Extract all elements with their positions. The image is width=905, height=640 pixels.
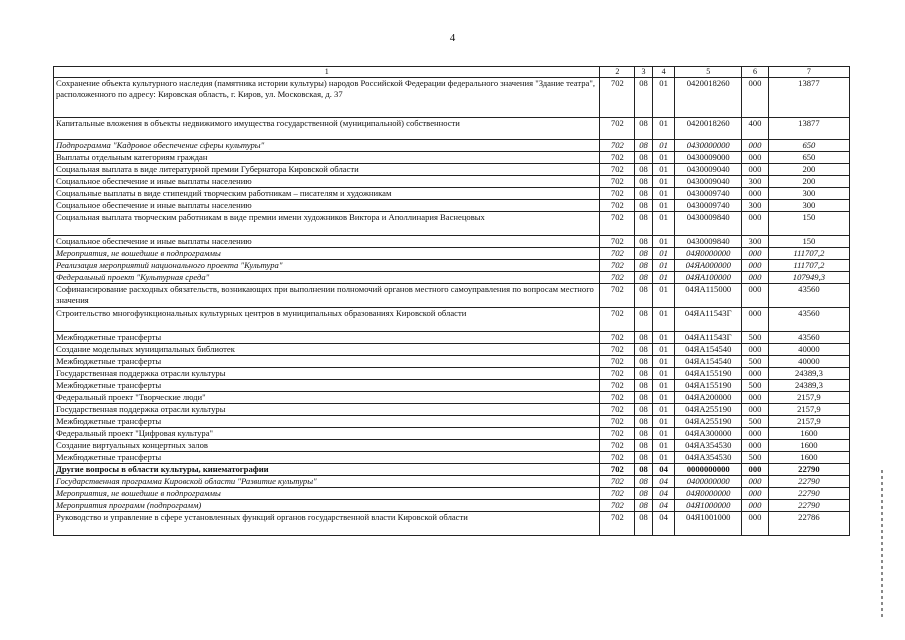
table-row [54, 428, 850, 440]
subsection-code-cell: 01 [652, 212, 675, 236]
subsection-code-cell: 01 [652, 188, 675, 200]
row-name-cell: Федеральный проект "Цифровая культура" [54, 428, 600, 440]
section-code-cell: 08 [635, 356, 652, 368]
amount-cell: 2157,9 [768, 416, 849, 428]
row-name-cell: Реализация мероприятий национального проекта "Культура" [54, 260, 600, 272]
amount-cell: 40000 [768, 344, 849, 356]
section-code-cell: 08 [635, 344, 652, 356]
ministry-code-cell: 702 [600, 152, 635, 164]
target-article-cell: 04Я0000000 [675, 488, 742, 500]
section-code-cell: 08 [635, 236, 652, 248]
amount-cell: 107949,3 [768, 272, 849, 284]
target-article-cell: 04Я0000000 [675, 248, 742, 260]
row-name-cell: Социальная выплата творческим работникам в виде премии имени художников Виктора и Аполлинария Васнецовых [54, 212, 600, 236]
subsection-code-cell: 01 [652, 248, 675, 260]
expense-type-cell: 000 [742, 140, 769, 152]
section-code-cell: 08 [635, 368, 652, 380]
amount-cell: 13877 [768, 118, 849, 140]
target-article-cell: 04ЯА11543Г [675, 332, 742, 344]
section-code-cell: 08 [635, 404, 652, 416]
ministry-code-cell: 702 [600, 188, 635, 200]
expense-type-cell: 300 [742, 236, 769, 248]
table-row [54, 440, 850, 452]
amount-cell: 111707,2 [768, 260, 849, 272]
section-code-cell: 08 [635, 428, 652, 440]
expense-type-cell: 000 [742, 152, 769, 164]
ministry-code-cell: 702 [600, 404, 635, 416]
amount-cell: 1600 [768, 440, 849, 452]
table-row [54, 176, 850, 188]
table-row [54, 416, 850, 428]
table-row [54, 248, 850, 260]
amount-cell: 43560 [768, 284, 849, 308]
header-col-4: 4 [652, 67, 675, 78]
target-article-cell: 0430009040 [675, 164, 742, 176]
table-row [54, 380, 850, 392]
target-article-cell: 0430009040 [675, 176, 742, 188]
subsection-code-cell: 04 [652, 512, 675, 536]
row-name-cell: Мероприятия, не вошедшие в подпрограммы [54, 248, 600, 260]
expense-type-cell: 000 [742, 260, 769, 272]
expense-type-cell: 000 [742, 284, 769, 308]
section-code-cell: 08 [635, 512, 652, 536]
subsection-code-cell: 01 [652, 416, 675, 428]
subsection-code-cell: 01 [652, 344, 675, 356]
target-article-cell: 0430009740 [675, 200, 742, 212]
section-code-cell: 08 [635, 260, 652, 272]
table-row [54, 164, 850, 176]
subsection-code-cell: 01 [652, 200, 675, 212]
row-name-cell: Межбюджетные трансферты [54, 356, 600, 368]
ministry-code-cell: 702 [600, 488, 635, 500]
amount-cell: 111707,2 [768, 248, 849, 260]
expense-type-cell: 500 [742, 356, 769, 368]
subsection-code-cell: 01 [652, 428, 675, 440]
table-row [54, 464, 850, 476]
row-name-cell: Строительство многофункциональных культурных центров в муниципальных образованиях Кировской области [54, 308, 600, 332]
ministry-code-cell: 702 [600, 140, 635, 152]
expense-type-cell: 000 [742, 308, 769, 332]
ministry-code-cell: 702 [600, 512, 635, 536]
section-code-cell: 08 [635, 78, 652, 118]
expense-type-cell: 000 [742, 404, 769, 416]
section-code-cell: 08 [635, 440, 652, 452]
ministry-code-cell: 702 [600, 176, 635, 188]
table-row [54, 200, 850, 212]
subsection-code-cell: 01 [652, 236, 675, 248]
scan-edge-mark [881, 470, 883, 620]
subsection-code-cell: 01 [652, 356, 675, 368]
section-code-cell: 08 [635, 308, 652, 332]
ministry-code-cell: 702 [600, 212, 635, 236]
table-row [54, 118, 850, 140]
expense-type-cell: 400 [742, 118, 769, 140]
ministry-code-cell: 702 [600, 78, 635, 118]
subsection-code-cell: 04 [652, 464, 675, 476]
expense-type-cell: 500 [742, 380, 769, 392]
ministry-code-cell: 702 [600, 356, 635, 368]
expense-type-cell: 000 [742, 272, 769, 284]
expense-type-cell: 500 [742, 452, 769, 464]
row-name-cell: Межбюджетные трансферты [54, 380, 600, 392]
ministry-code-cell: 702 [600, 164, 635, 176]
section-code-cell: 08 [635, 488, 652, 500]
row-name-cell: Создание виртуальных концертных залов [54, 440, 600, 452]
row-name-cell: Социальное обеспечение и иные выплаты населению [54, 236, 600, 248]
subsection-code-cell: 01 [652, 260, 675, 272]
subsection-code-cell: 01 [652, 164, 675, 176]
table-row [54, 236, 850, 248]
row-name-cell: Межбюджетные трансферты [54, 452, 600, 464]
ministry-code-cell: 702 [600, 248, 635, 260]
amount-cell: 22786 [768, 512, 849, 536]
header-col-7: 7 [768, 67, 849, 78]
ministry-code-cell: 702 [600, 272, 635, 284]
subsection-code-cell: 01 [652, 332, 675, 344]
target-article-cell: 0420018260 [675, 78, 742, 118]
amount-cell: 200 [768, 176, 849, 188]
expense-type-cell: 000 [742, 188, 769, 200]
subsection-code-cell: 01 [652, 392, 675, 404]
subsection-code-cell: 01 [652, 452, 675, 464]
target-article-cell: 04ЯА255190 [675, 416, 742, 428]
row-name-cell: Межбюджетные трансферты [54, 332, 600, 344]
expense-type-cell: 000 [742, 212, 769, 236]
expense-type-cell: 300 [742, 200, 769, 212]
expense-type-cell: 000 [742, 488, 769, 500]
row-name-cell: Государственная поддержка отрасли культуры [54, 404, 600, 416]
section-code-cell: 08 [635, 284, 652, 308]
expense-type-cell: 000 [742, 440, 769, 452]
row-name-cell: Создание модельных муниципальных библиотек [54, 344, 600, 356]
subsection-code-cell: 01 [652, 284, 675, 308]
target-article-cell: 04Я1000000 [675, 500, 742, 512]
ministry-code-cell: 702 [600, 368, 635, 380]
section-code-cell: 08 [635, 476, 652, 488]
subsection-code-cell: 01 [652, 140, 675, 152]
section-code-cell: 08 [635, 380, 652, 392]
ministry-code-cell: 702 [600, 260, 635, 272]
subsection-code-cell: 01 [652, 440, 675, 452]
ministry-code-cell: 702 [600, 236, 635, 248]
row-name-cell: Социальные выплаты в виде стипендий творческим работникам – писателям и художникам [54, 188, 600, 200]
target-article-cell: 04ЯА11543Г [675, 308, 742, 332]
subsection-code-cell: 04 [652, 500, 675, 512]
subsection-code-cell: 01 [652, 118, 675, 140]
subsection-code-cell: 04 [652, 488, 675, 500]
amount-cell: 22790 [768, 476, 849, 488]
target-article-cell: 04ЯА200000 [675, 392, 742, 404]
ministry-code-cell: 702 [600, 440, 635, 452]
ministry-code-cell: 702 [600, 452, 635, 464]
table-row [54, 368, 850, 380]
subsection-code-cell: 04 [652, 476, 675, 488]
target-article-cell: 0430000000 [675, 140, 742, 152]
row-name-cell: Мероприятия программ (подпрограмм) [54, 500, 600, 512]
section-code-cell: 08 [635, 392, 652, 404]
amount-cell: 650 [768, 152, 849, 164]
row-name-cell: Социальное обеспечение и иные выплаты населению [54, 200, 600, 212]
table-row [54, 260, 850, 272]
target-article-cell: 04ЯА154540 [675, 356, 742, 368]
subsection-code-cell: 01 [652, 404, 675, 416]
section-code-cell: 08 [635, 152, 652, 164]
amount-cell: 150 [768, 212, 849, 236]
expense-type-cell: 000 [742, 368, 769, 380]
table-row [54, 500, 850, 512]
row-name-cell: Межбюджетные трансферты [54, 416, 600, 428]
budget-table [53, 66, 850, 536]
row-name-cell: Выплаты отдельным категориям граждан [54, 152, 600, 164]
ministry-code-cell: 702 [600, 500, 635, 512]
target-article-cell: 0430009000 [675, 152, 742, 164]
amount-cell: 24389,3 [768, 368, 849, 380]
section-code-cell: 08 [635, 200, 652, 212]
row-name-cell: Капитальные вложения в объекты недвижимого имущества государственной (муниципальной) собственности [54, 118, 600, 140]
ministry-code-cell: 702 [600, 308, 635, 332]
amount-cell: 1600 [768, 428, 849, 440]
table-row [54, 452, 850, 464]
amount-cell: 150 [768, 236, 849, 248]
table-row [54, 284, 850, 308]
subsection-code-cell: 01 [652, 380, 675, 392]
target-article-cell: 04ЯА354530 [675, 440, 742, 452]
target-article-cell: 04Я1001000 [675, 512, 742, 536]
amount-cell: 22790 [768, 464, 849, 476]
amount-cell: 1600 [768, 452, 849, 464]
section-code-cell: 08 [635, 248, 652, 260]
expense-type-cell: 000 [742, 428, 769, 440]
section-code-cell: 08 [635, 272, 652, 284]
table-row [54, 78, 850, 118]
table-row [54, 512, 850, 536]
subsection-code-cell: 01 [652, 176, 675, 188]
amount-cell: 22790 [768, 488, 849, 500]
ministry-code-cell: 702 [600, 200, 635, 212]
row-name-cell: Федеральный проект "Культурная среда" [54, 272, 600, 284]
subsection-code-cell: 01 [652, 78, 675, 118]
table-row [54, 212, 850, 236]
ministry-code-cell: 702 [600, 344, 635, 356]
section-code-cell: 08 [635, 332, 652, 344]
amount-cell: 2157,9 [768, 404, 849, 416]
ministry-code-cell: 702 [600, 380, 635, 392]
ministry-code-cell: 702 [600, 332, 635, 344]
header-col-6: 6 [742, 67, 769, 78]
target-article-cell: 04ЯА115000 [675, 284, 742, 308]
table-row [54, 476, 850, 488]
target-article-cell: 0430009740 [675, 188, 742, 200]
amount-cell: 22790 [768, 500, 849, 512]
expense-type-cell: 500 [742, 416, 769, 428]
row-name-cell: Сохранение объекта культурного наследия (памятника истории культуры) народов Российской Федерации федерального значения "Здание театра", расположенного по адресу: Кировская область, г. Киров, ул. Московская, д. 37 [54, 78, 600, 118]
section-code-cell: 08 [635, 464, 652, 476]
ministry-code-cell: 702 [600, 428, 635, 440]
amount-cell: 13877 [768, 78, 849, 118]
expense-type-cell: 000 [742, 248, 769, 260]
table-row [54, 332, 850, 344]
table-row [54, 392, 850, 404]
section-code-cell: 08 [635, 212, 652, 236]
ministry-code-cell: 702 [600, 476, 635, 488]
subsection-code-cell: 01 [652, 308, 675, 332]
target-article-cell: 04ЯА000000 [675, 260, 742, 272]
amount-cell: 300 [768, 200, 849, 212]
target-article-cell: 04ЯА255190 [675, 404, 742, 416]
target-article-cell: 0430009840 [675, 212, 742, 236]
section-code-cell: 08 [635, 500, 652, 512]
subsection-code-cell: 01 [652, 152, 675, 164]
table-body [54, 78, 850, 536]
expense-type-cell: 000 [742, 500, 769, 512]
expense-type-cell: 000 [742, 464, 769, 476]
table-row [54, 272, 850, 284]
amount-cell: 43560 [768, 308, 849, 332]
ministry-code-cell: 702 [600, 392, 635, 404]
target-article-cell: 0000000000 [675, 464, 742, 476]
amount-cell: 300 [768, 188, 849, 200]
amount-cell: 200 [768, 164, 849, 176]
header-col-5: 5 [675, 67, 742, 78]
section-code-cell: 08 [635, 140, 652, 152]
amount-cell: 2157,9 [768, 392, 849, 404]
expense-type-cell: 000 [742, 476, 769, 488]
table-row [54, 140, 850, 152]
target-article-cell: 04ЯА300000 [675, 428, 742, 440]
expense-type-cell: 500 [742, 332, 769, 344]
section-code-cell: 08 [635, 188, 652, 200]
expense-type-cell: 000 [742, 78, 769, 118]
target-article-cell: 04ЯА155190 [675, 368, 742, 380]
subsection-code-cell: 01 [652, 368, 675, 380]
expense-type-cell: 000 [742, 344, 769, 356]
target-article-cell: 0420018260 [675, 118, 742, 140]
page-number: 4 [449, 32, 456, 44]
section-code-cell: 08 [635, 176, 652, 188]
row-name-cell: Софинансирование расходных обязательств, возникающих при выполнении полномочий органов местного самоуправления по вопросам местного значения [54, 284, 600, 308]
expense-type-cell: 300 [742, 176, 769, 188]
row-name-cell: Руководство и управление в сфере установленных функций органов государственной власти Кировской области [54, 512, 600, 536]
row-name-cell: Федеральный проект "Творческие люди" [54, 392, 600, 404]
target-article-cell: 0400000000 [675, 476, 742, 488]
ministry-code-cell: 702 [600, 284, 635, 308]
row-name-cell: Другие вопросы в области культуры, кинематографии [54, 464, 600, 476]
table-row [54, 188, 850, 200]
section-code-cell: 08 [635, 416, 652, 428]
subsection-code-cell: 01 [652, 272, 675, 284]
header-col-2: 2 [600, 67, 635, 78]
section-code-cell: 08 [635, 452, 652, 464]
row-name-cell: Социальная выплата в виде литературной премии Губернатора Кировской области [54, 164, 600, 176]
table-row [54, 308, 850, 332]
row-name-cell: Социальное обеспечение и иные выплаты населению [54, 176, 600, 188]
table-row [54, 152, 850, 164]
row-name-cell: Государственная программа Кировской области "Развитие культуры" [54, 476, 600, 488]
target-article-cell: 0430009840 [675, 236, 742, 248]
amount-cell: 24389,3 [768, 380, 849, 392]
table-row [54, 356, 850, 368]
target-article-cell: 04ЯА354530 [675, 452, 742, 464]
amount-cell: 40000 [768, 356, 849, 368]
target-article-cell: 04ЯА154540 [675, 344, 742, 356]
section-code-cell: 08 [635, 118, 652, 140]
ministry-code-cell: 702 [600, 464, 635, 476]
table-row [54, 344, 850, 356]
ministry-code-cell: 702 [600, 118, 635, 140]
ministry-code-cell: 702 [600, 416, 635, 428]
row-name-cell: Мероприятия, не вошедшие в подпрограммы [54, 488, 600, 500]
expense-type-cell: 000 [742, 164, 769, 176]
table-row [54, 404, 850, 416]
row-name-cell: Подпрограмма "Кадровое обеспечение сферы культуры" [54, 140, 600, 152]
target-article-cell: 04ЯА100000 [675, 272, 742, 284]
header-col-1: 1 [54, 67, 600, 78]
amount-cell: 650 [768, 140, 849, 152]
row-name-cell: Государственная поддержка отрасли культуры [54, 368, 600, 380]
expense-type-cell: 000 [742, 512, 769, 536]
expense-type-cell: 000 [742, 392, 769, 404]
table-row [54, 488, 850, 500]
header-row [54, 67, 850, 78]
header-col-3: 3 [635, 67, 652, 78]
target-article-cell: 04ЯА155190 [675, 380, 742, 392]
amount-cell: 43560 [768, 332, 849, 344]
section-code-cell: 08 [635, 164, 652, 176]
